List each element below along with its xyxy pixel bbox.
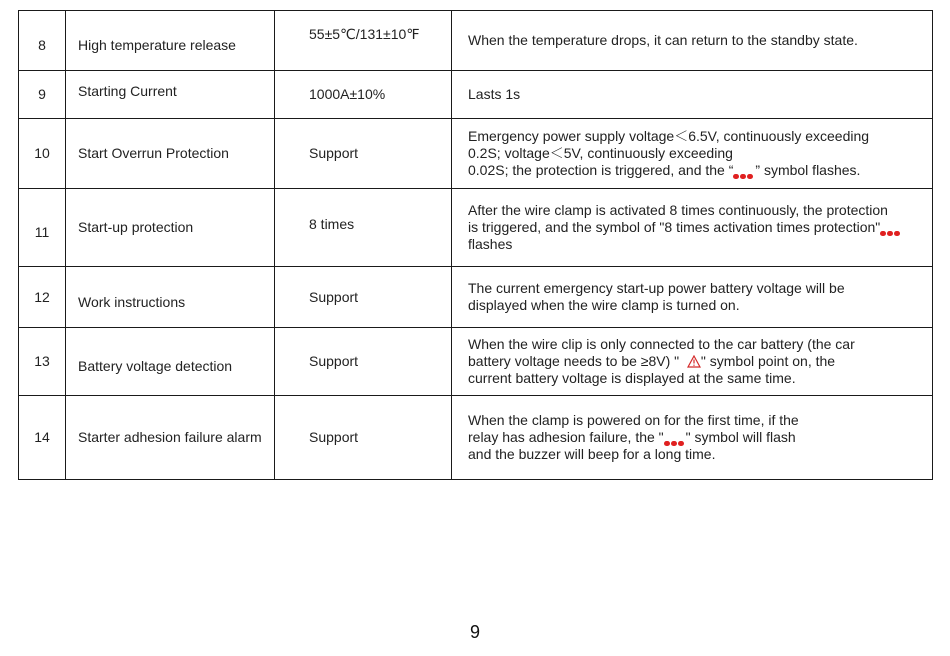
item-name: Start Overrun Protection <box>78 145 229 161</box>
param-value: 8 times <box>309 216 355 232</box>
desc-line: Emergency power supply voltage＜6.5V, continuously exceeding <box>468 128 870 144</box>
desc-line: The current emergency start-up power battery voltage will be <box>468 280 845 296</box>
description <box>452 280 932 314</box>
description: Lasts 1s <box>468 86 521 102</box>
row-number-cell <box>19 396 66 480</box>
row-number: 12 <box>34 288 50 305</box>
desc-line: flashes <box>468 236 513 252</box>
item-name: Battery voltage detection <box>78 358 233 374</box>
param-cell <box>275 119 452 189</box>
row-number: 13 <box>34 353 50 369</box>
table-row <box>19 71 933 119</box>
description: When the temperature drops, it can return to the standby state. <box>468 32 858 48</box>
desc-cell <box>452 328 933 396</box>
desc-line: 0.2S; voltage＜5V, continuously exceeding <box>468 145 733 161</box>
table-row <box>19 396 933 480</box>
table-row <box>19 189 933 267</box>
table-row <box>19 11 933 71</box>
item-name: Starting Current <box>78 83 177 99</box>
red-dots-icon <box>880 223 902 231</box>
item-cell <box>66 71 275 119</box>
description <box>452 412 932 463</box>
item-name: High temperature release <box>78 37 236 53</box>
item-name: Starter adhesion failure alarm <box>78 429 262 445</box>
param-cell <box>275 267 452 328</box>
red-dots-icon <box>733 166 755 174</box>
row-number-cell <box>19 119 66 189</box>
desc-line: After the wire clamp is activated 8 times continuously, the protection <box>468 202 888 218</box>
row-number: 14 <box>34 429 50 445</box>
param-cell <box>275 328 452 396</box>
param-cell <box>275 11 452 71</box>
row-number-cell <box>19 71 66 119</box>
item-name: Start-up protection <box>78 219 194 235</box>
item-cell <box>66 119 275 189</box>
param-value: Support <box>309 288 359 305</box>
row-number-cell <box>19 267 66 328</box>
desc-cell <box>452 189 933 267</box>
table-row <box>19 328 933 396</box>
desc-line: When the clamp is powered on for the first time, if the <box>468 412 799 428</box>
row-number: 10 <box>34 145 50 161</box>
description <box>452 128 932 179</box>
param-cell <box>275 396 452 480</box>
desc-line: ” symbol flashes. <box>755 162 861 178</box>
param-cell <box>275 189 452 267</box>
row-number-cell <box>19 328 66 396</box>
table-row <box>19 119 933 189</box>
row-number: 11 <box>34 224 50 240</box>
red-dots-icon <box>664 433 686 441</box>
item-cell <box>66 396 275 480</box>
desc-cell <box>452 71 933 119</box>
item-cell <box>66 328 275 396</box>
description <box>452 336 932 387</box>
desc-line: and the buzzer will beep for a long time. <box>468 446 716 462</box>
table-row <box>19 267 933 328</box>
desc-line: displayed when the wire clamp is turned on. <box>468 297 740 313</box>
param-value: 55±5℃/131±10℉ <box>309 26 420 42</box>
desc-line: " symbol will flash <box>685 429 796 445</box>
spec-table <box>18 10 933 480</box>
item-cell <box>66 267 275 328</box>
item-cell <box>66 11 275 71</box>
desc-line: 0.02S; the protection is triggered, and the “ <box>468 162 734 178</box>
row-number: 9 <box>38 86 46 102</box>
desc-line: current battery voltage is displayed at the same time. <box>468 370 796 386</box>
page-number: 9 <box>469 622 480 642</box>
row-number-cell <box>19 11 66 71</box>
desc-line: relay has adhesion failure, the " <box>468 429 664 445</box>
row-number: 8 <box>38 37 46 53</box>
item-cell <box>66 189 275 267</box>
warning-triangle-icon <box>687 355 701 368</box>
desc-line: battery voltage needs to be ≥8V) " <box>468 353 680 369</box>
desc-line: is triggered, and the symbol of "8 times activation times protection" <box>468 219 881 235</box>
param-value: Support <box>309 429 359 445</box>
desc-cell <box>452 396 933 480</box>
param-value: 1000A±10% <box>309 86 386 102</box>
param-value: Support <box>309 353 359 369</box>
param-value: Support <box>309 145 359 161</box>
item-name: Work instructions <box>78 293 186 310</box>
desc-cell <box>452 119 933 189</box>
desc-cell <box>452 267 933 328</box>
desc-cell <box>452 11 933 71</box>
desc-line: When the wire clip is only connected to the car battery (the car <box>468 336 855 352</box>
param-cell <box>275 71 452 119</box>
row-number-cell <box>19 189 66 267</box>
description <box>452 202 932 253</box>
desc-line: " symbol point on, the <box>700 353 836 369</box>
